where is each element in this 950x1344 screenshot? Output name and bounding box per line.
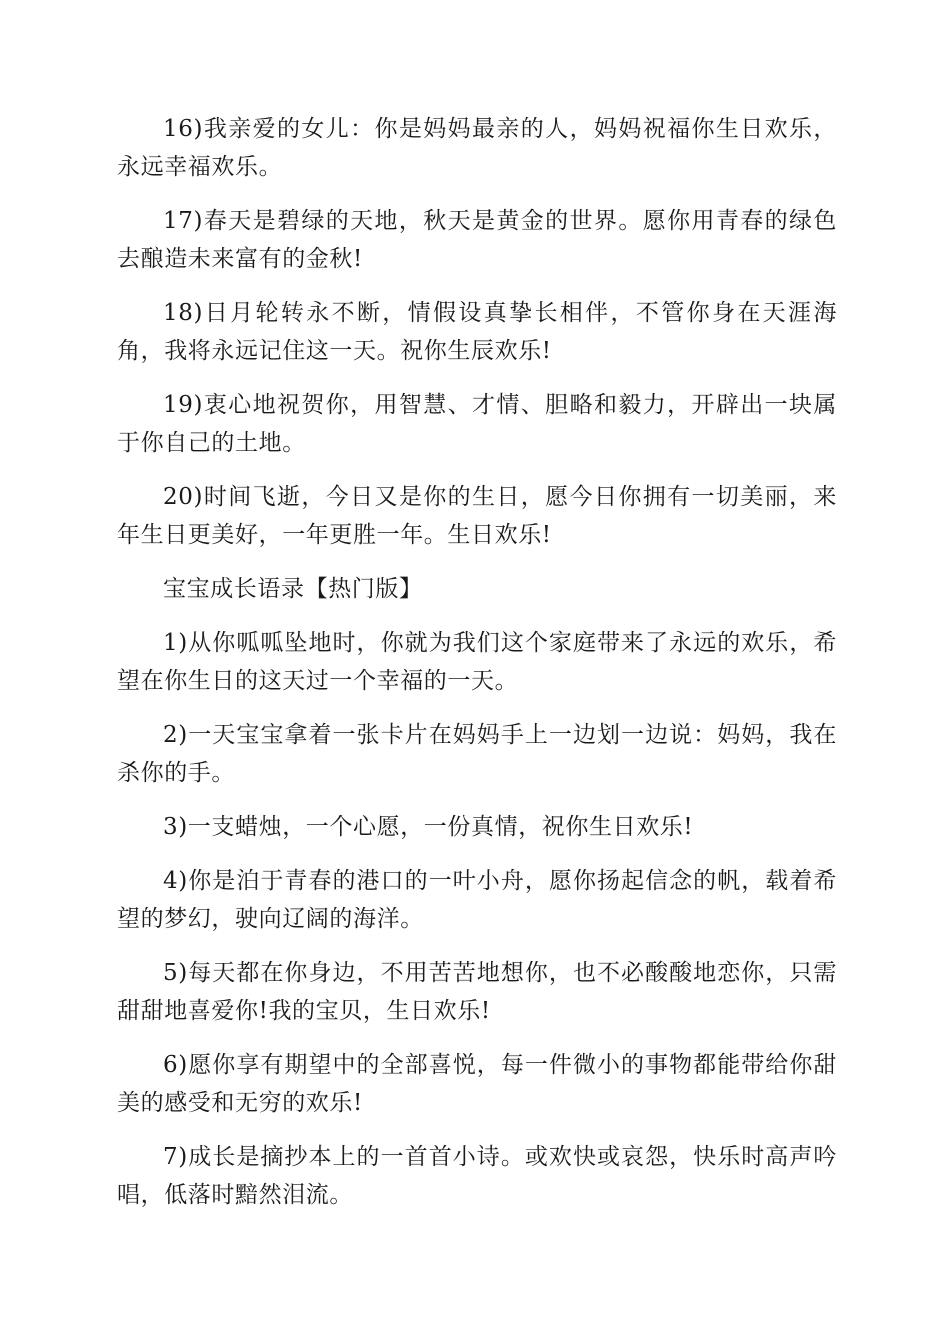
paragraph-wish-20: 20)时间飞逝，今日又是你的生日，愿今日你拥有一切美丽，来年生日更美好，一年更胜一年。生日欢乐! xyxy=(117,484,837,548)
section-heading: 宝宝成长语录【热门版】 xyxy=(163,576,423,602)
document-body xyxy=(117,110,837,1230)
paragraph-growth-7: 7)成长是摘抄本上的一首首小诗。或欢快或哀怨，快乐时高声吟唱，低落时黯然泪流。 xyxy=(117,1144,837,1208)
paragraph-wish-18: 18)日月轮转永不断，情假设真挚长相伴，不管你身在天涯海角，我将永远记住这一天。祝你生辰欢乐! xyxy=(117,300,837,364)
paragraph-growth-4: 4)你是泊于青春的港口的一叶小舟，愿你扬起信念的帆，载着希望的梦幻，驶向辽阔的海洋。 xyxy=(117,868,837,932)
paragraph-growth-3: 3)一支蜡烛，一个心愿，一份真情，祝你生日欢乐! xyxy=(163,814,694,840)
paragraph-growth-5: 5)每天都在你身边，不用苦苦地想你，也不必酸酸地恋你，只需甜甜地喜爱你!我的宝贝，生日欢乐! xyxy=(117,960,837,1024)
paragraph-growth-1: 1)从你呱呱坠地时，你就为我们这个家庭带来了永远的欢乐，希望在你生日的这天过一个幸福的一天。 xyxy=(117,630,837,694)
paragraph-wish-17: 17)春天是碧绿的天地，秋天是黄金的世界。愿你用青春的绿色去酿造未来富有的金秋! xyxy=(117,208,837,272)
paragraph-growth-2: 2)一天宝宝拿着一张卡片在妈妈手上一边划一边说：妈妈，我在杀你的手。 xyxy=(117,722,837,786)
paragraph-wish-16: 16)我亲爱的女儿：你是妈妈最亲的人，妈妈祝福你生日欢乐，永远幸福欢乐。 xyxy=(117,116,837,180)
paragraph-growth-6: 6)愿你享有期望中的全部喜悦，每一件微小的事物都能带给你甜美的感受和无穷的欢乐! xyxy=(117,1052,837,1116)
paragraph-wish-19: 19)衷心地祝贺你，用智慧、才情、胆略和毅力，开辟出一块属于你自己的土地。 xyxy=(117,392,837,456)
